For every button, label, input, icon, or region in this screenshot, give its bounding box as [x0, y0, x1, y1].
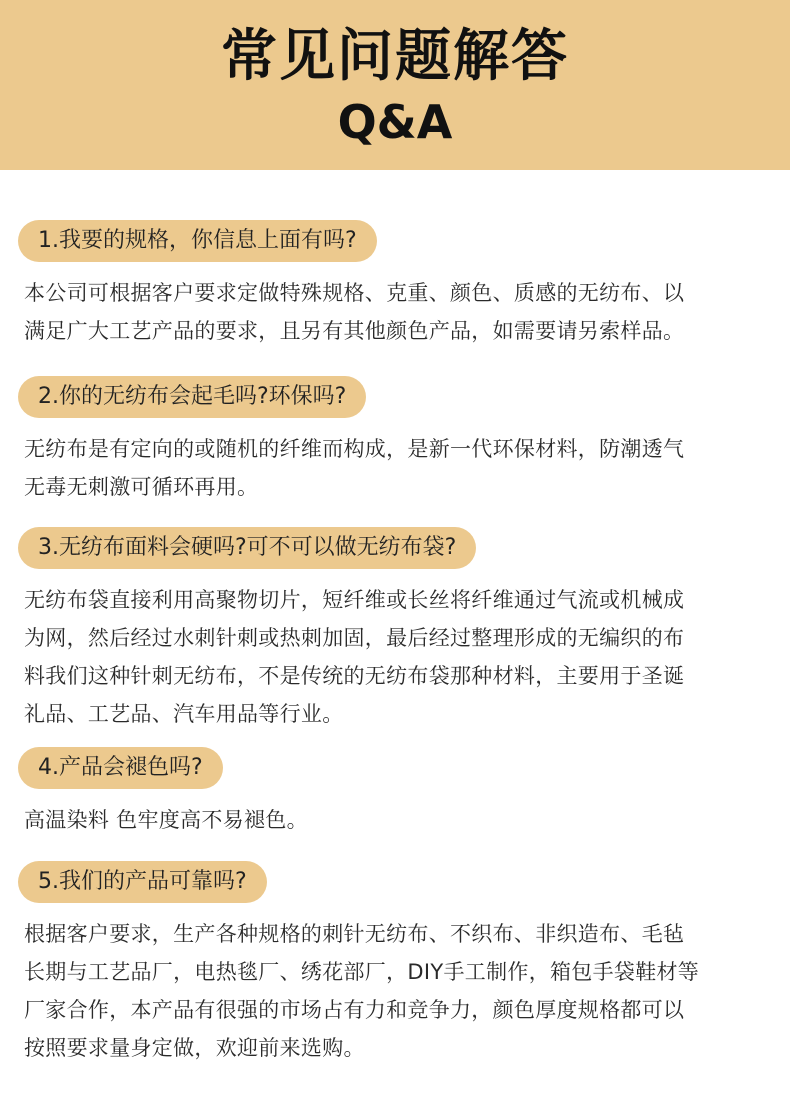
answer-line: 满足广大工艺产品的要求，且另有其他颜色产品，如需要请另索样品。: [24, 319, 685, 343]
answer-line: 高温染料 色牢度高不易褪色。: [24, 808, 308, 832]
answer-line: 按照要求量身定做，欢迎前来选购。: [24, 1036, 365, 1060]
answer-4: [24, 801, 776, 839]
question-badge-5: 5.我们的产品可靠吗?: [18, 861, 267, 903]
answer-5: [24, 915, 776, 1067]
question-badge-3: 3.无纺布面料会硬吗?可不可以做无纺布袋?: [18, 527, 476, 569]
question-badge-2: 2.你的无纺布会起毛吗?环保吗?: [18, 376, 366, 418]
answer-line: 无纺布是有定向的或随机的纤维而构成，是新一代环保材料，防潮透气: [24, 437, 685, 461]
answer-line: 本公司可根据客户要求定做特殊规格、克重、颜色、质感的无纺布、以: [24, 281, 685, 305]
answer-line: 厂家合作，本产品有很强的市场占有力和竞争力，颜色厚度规格都可以: [24, 998, 685, 1022]
page-title: 常见问题解答: [221, 24, 569, 89]
answer-line: 无毒无刺激可循环再用。: [24, 475, 259, 499]
answer-line: 根据客户要求，生产各种规格的刺针无纺布、不织布、非织造布、毛毡: [24, 922, 685, 946]
answer-line: 礼品、工艺品、汽车用品等行业。: [24, 702, 344, 726]
page-header: [0, 0, 790, 170]
answer-line: 为网，然后经过水刺针刺或热刺加固，最后经过整理形成的无编织的布: [24, 626, 685, 650]
answer-2: [24, 430, 776, 506]
answer-line: 长期与工艺品厂，电热毯厂、绣花部厂，DIY手工制作，箱包手袋鞋材等: [24, 960, 700, 984]
page-subtitle: Q&A: [337, 95, 453, 149]
answer-3: [24, 581, 776, 733]
question-badge-1: 1.我要的规格，你信息上面有吗?: [18, 220, 377, 262]
answer-line: 料我们这种针刺无纺布，不是传统的无纺布袋那种材料，主要用于圣诞: [24, 664, 685, 688]
answer-line: 无纺布袋直接利用高聚物切片，短纤维或长丝将纤维通过气流或机械成: [24, 588, 685, 612]
answer-1: [24, 274, 776, 350]
question-badge-4: 4.产品会褪色吗?: [18, 747, 223, 789]
